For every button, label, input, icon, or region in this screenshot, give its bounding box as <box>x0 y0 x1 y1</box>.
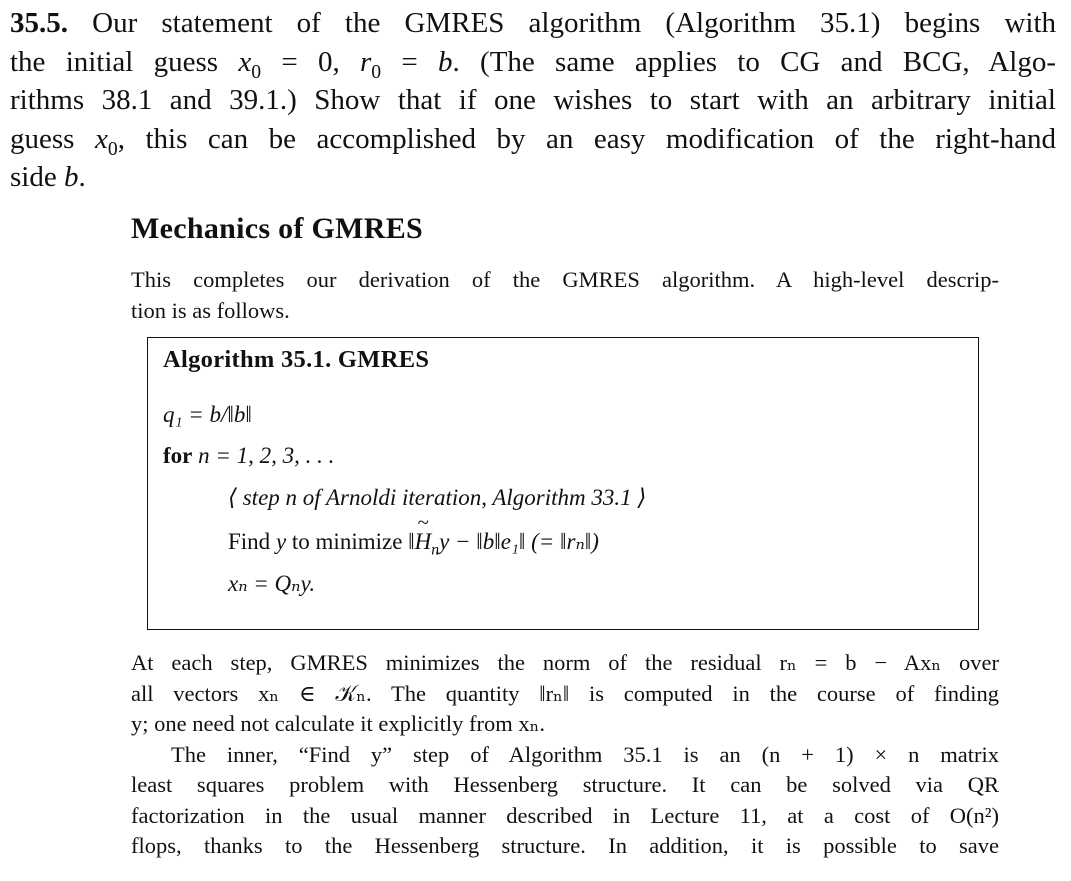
exercise-35-5 <box>10 4 1056 197</box>
body-p1-line-1: At each step, GMRES minimizes the norm of the residual rₙ = b − Axₙ over <box>131 650 999 675</box>
find-var: y <box>275 529 287 554</box>
h-sub: n <box>431 541 440 559</box>
find-rest: y − ‖b‖e₁‖ (= ‖rₙ‖) <box>439 529 599 554</box>
exercise-line-4 <box>10 120 1056 159</box>
body-p2-line-3: factorization in the usual manner described in Lecture 11, at a cost of O(n²) <box>131 802 999 828</box>
math-sub: 0 <box>251 60 262 83</box>
body-p2-line-4: flops, thanks to the Hessenberg structure. In addition, it is possible to save <box>131 833 999 858</box>
exercise-line-3 <box>10 81 1056 120</box>
body-p2-line-1 <box>131 740 999 771</box>
exercise-line-5 <box>10 158 1056 197</box>
math-var: r <box>359 45 372 78</box>
algorithm-loop-line <box>163 443 334 469</box>
algorithm-init-line: q₁ = b/‖b‖ <box>163 402 252 427</box>
section-heading: Mechanics of GMRES <box>131 212 424 245</box>
algorithm-title: Algorithm 35.1. GMRES <box>163 346 430 373</box>
h-tilde: ~ H <box>415 529 432 555</box>
find-mid: to minimize ‖ <box>286 529 415 554</box>
exercise-text: = <box>381 45 439 78</box>
exercise-text: guess <box>10 122 95 155</box>
algorithm-arnoldi-line: ⟨ step n of Arnoldi iteration, Algorithm 33.1 ⟩ <box>228 485 647 510</box>
body-p2-line-1-text: The inner, “Find y” step of Algorithm 35.1 is an (n + 1) × n matrix <box>171 741 999 767</box>
body-p1-line-3: y; one need not calculate it explicitly from xₙ. <box>131 711 545 736</box>
for-keyword: for <box>163 443 193 468</box>
exercise-line-1 <box>10 4 1056 43</box>
exercise-text: rithms 38.1 and 39.1.) Show that if one wishes to start with an arbitrary initial <box>10 84 1056 116</box>
exercise-line-2 <box>10 43 1056 82</box>
exercise-text: side <box>10 161 64 193</box>
body-p1-line-2: all vectors xₙ ∈ 𝒦ₙ. The quantity ‖rₙ‖ is computed in the course of finding <box>131 680 999 706</box>
intro-line-2: tion is as follows. <box>131 297 290 323</box>
exercise-text: , this can be accomplished by an easy modification of the right-hand <box>117 122 1056 155</box>
algorithm-find-line <box>228 529 599 559</box>
math-sub: 0 <box>371 60 382 83</box>
exercise-text: = 0, <box>261 45 360 78</box>
algorithm-box <box>147 337 979 630</box>
algorithm-update-line: xₙ = Qₙy. <box>228 571 316 596</box>
math-var: b <box>63 161 79 193</box>
intro-paragraph <box>131 265 999 326</box>
body-paragraphs <box>131 648 999 862</box>
exercise-text: . <box>78 161 86 193</box>
intro-line-1: This completes our derivation of the GMRES algorithm. A high-level descrip- <box>131 267 999 292</box>
math-var: x <box>238 45 252 78</box>
exercise-text: . (The same applies to CG and BCG, Algo- <box>452 45 1057 78</box>
exercise-number: 35.5. <box>10 7 68 39</box>
math-var: b <box>438 45 453 78</box>
exercise-text: Our statement of the GMRES algorithm (Algorithm 35.1) begins with <box>92 7 1057 39</box>
body-p2-line-2: least squares problem with Hessenberg structure. It can be solved via QR <box>131 772 999 797</box>
find-prefix: Find <box>228 529 276 554</box>
exercise-text: the initial guess <box>10 45 239 78</box>
loop-range: n = 1, 2, 3, . . . <box>192 443 335 468</box>
math-sub: 0 <box>107 137 118 160</box>
math-var: x <box>94 122 108 155</box>
